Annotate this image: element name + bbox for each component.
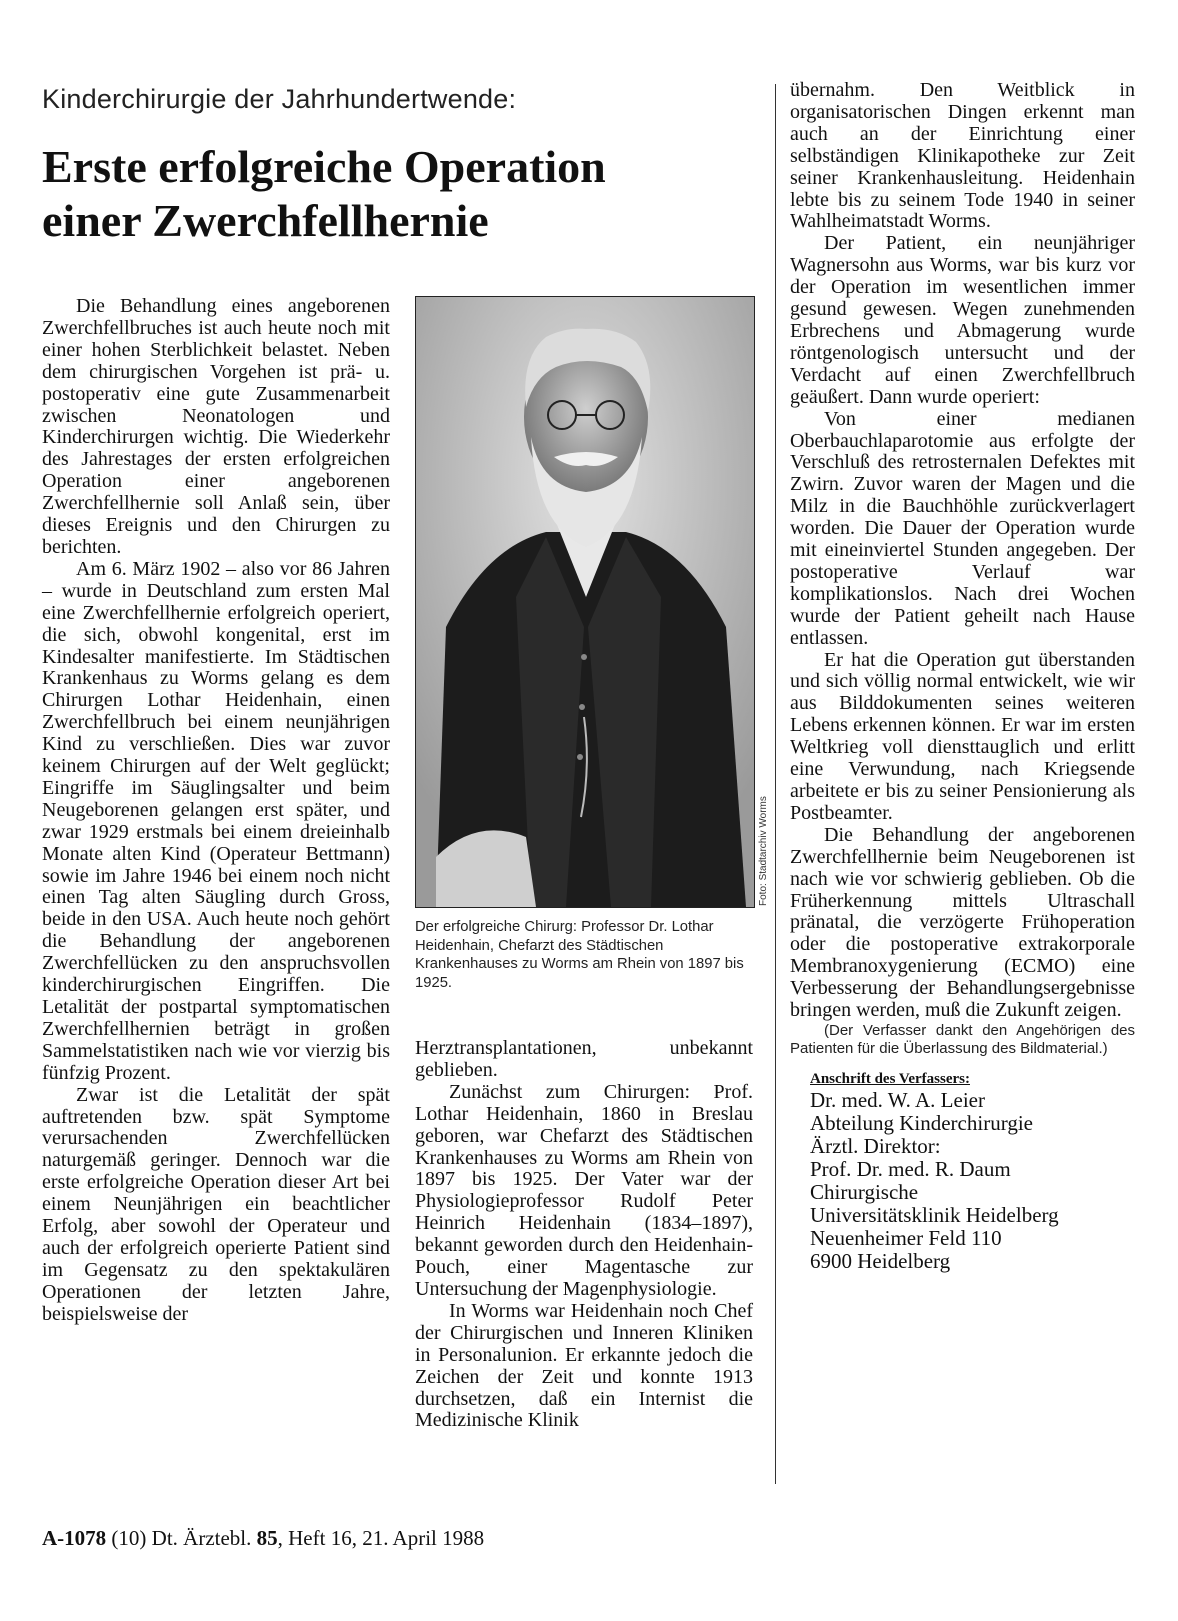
- page-number: A-1078: [42, 1526, 107, 1550]
- photo-credit: Foto: Stadtarchiv Worms: [758, 796, 769, 906]
- address-label: Anschrift des Verfassers:: [810, 1070, 970, 1087]
- paragraph: Zunächst zum Chirurgen: Prof. Lothar Heidenhain, 1860 in Breslau geboren, war Chefarzt des Städtischen Krankenhauses zu Worms am Rhein von 1897 bis 1925. Der Vater war der Physiologieprofessor Rudolf Peter Heinrich Heidenhain (1834–1897), bekannt geworden durch den Heidenhain-Pouch, einer Magentasche zur Untersuchung der Magenphysiologie.: [415, 1080, 753, 1300]
- portrait-photo: [415, 296, 755, 908]
- column-3: [790, 80, 1135, 1273]
- paragraph: Die Behandlung eines angeborenen Zwerchfellbruches ist auch heute noch mit einer hohen Sterblichkeit belastet. Neben dem chirurgischen Vorgehen ist prä- u. postoperativ eine gute Zusammenarbeit zwischen Neonatologen und Kinderchirurgen wichtig. Die Wiederkehr des Jahrestages der ersten erfolgreichen Operation einer angeborenen Zwerchfellhernie soll Anlaß sein, über dieses Ereignis und den Chirurgen zu berichten.: [42, 295, 390, 558]
- author-address: [790, 1069, 1135, 1273]
- page-footer: [42, 1526, 484, 1551]
- address-line: Abteilung Kinderchirurgie: [810, 1110, 1033, 1135]
- column-rule: [775, 84, 776, 1484]
- address-line: Chirurgische: [810, 1179, 919, 1204]
- paragraph: Am 6. März 1902 – also vor 86 Jahren – wurde in Deutschland zum ersten Mal eine Zwerchfellhernie erfolgreich operiert, die sich, obwohl kongenital, erst im Kindesalter manifestierte. Im Städtischen Krankenhaus zu Worms gelang es dem Chirurgen Lothar Heidenhain, einen Zwerchfellbruch bei einem neunjährigen Kind zu verschließen. Dies war zuvor keinem Chirurgen auf der Welt geglückt; Eingriffe im Säuglingsalter und beim Neugeborenen gelangen erst später, und zwar 1929 erstmals bei einem dreieinhalb Monate alten Kind (Operateur Bettmann) sowie im Jahre 1946 bei einem noch nicht einen Tag alten Säugling durch Gross, beide in den USA. Auch heute noch gehört die Behandlung der angeborenen Zwerchfellücken zu den anspruchsvollen kinderchirurgischen Eingriffen. Die Letalität der postpartal symptomatischen Zwerchfellhernien beträgt in großen Sammelstatistiken nach wie vor vierzig bis fünfzig Prozent.: [42, 557, 390, 1084]
- paragraph: Der Patient, ein neunjähriger Wagnersohn aus Worms, war bis kurz vor der Operation im wesentlichen immer gesund gewesen. Wegen zunehmenden Erbrechens und Abmagerung wurde röntgenologisch untersucht und der Verdacht auf einen Zwerchfellbruch geäußert. Dann wurde operiert:: [790, 232, 1135, 408]
- footer-issue-date: , Heft 16, 21. April 1988: [277, 1526, 485, 1550]
- column-2: [415, 1038, 753, 1432]
- footer-journal: (10) Dt. Ärztebl.: [111, 1526, 252, 1550]
- paragraph: Zwar ist die Letalität der spät auftretenden bzw. spät Symptome verursachenden Zwerchfellücken naturgemäß geringer. Dennoch war die erste erfolgreiche Operation dieser Art bei einem Neunjährigen ein beachtlicher Erfolg, aber sowohl der Operateur und auch der erfolgreich operierte Patient sind im Gegensatz zu den spektakulären Operationen der letzten Jahre, beispielsweise der: [42, 1083, 390, 1325]
- acknowledgement: (Der Verfasser dankt den Angehörigen des Patienten für die Überlassung des Bildmaterial.): [790, 1021, 1135, 1058]
- headline-line-2: einer Zwerchfellhernie: [42, 195, 489, 246]
- paragraph: Er hat die Operation gut überstanden und sich völlig normal entwickelt, wie wir aus Bilddokumenten seines weiteren Lebens erkennen können. Er war im ersten Weltkrieg voll diensttauglich und erlitt eine Verwundung, nach Kriegsende arbeitete er bis zu seiner Pensionierung als Postbeamter.: [790, 648, 1135, 824]
- paragraph: Die Behandlung der angeborenen Zwerchfellhernie beim Neugeborenen ist nach wie vor schwierig geblieben. Ob die Früherkennung mittels Ultraschall pränatal, die verzögerte Frühoperation oder die postoperative extrakorporale Membranoxygenierung (ECMO) eine Verbesserung der Behandlungsergebnisse bringen werden, muß die Zukunft zeigen.: [790, 823, 1135, 1022]
- headline: [42, 140, 762, 248]
- photo-caption: Der erfolgreiche Chirurg: Professor Dr. Lothar Heidenhain, Chefarzt des Städtischen Krankenhauses zu Worms am Rhein von 1897 bis 1925.: [415, 919, 744, 991]
- paragraph: Herztransplantationen, unbekannt geblieben.: [415, 1037, 753, 1081]
- footer-volume: 85: [256, 1526, 278, 1550]
- column-1: [42, 296, 390, 1326]
- address-line: Neuenheimer Feld 110: [810, 1225, 1002, 1250]
- portrait-illustration: [416, 297, 754, 907]
- address-line: Dr. med. W. A. Leier: [810, 1087, 985, 1112]
- paragraph: In Worms war Heidenhain noch Chef der Chirurgischen und Inneren Kliniken in Personalunion. Er erkannte jedoch die Zeichen der Zeit und konnte 1913 durchsetzen, daß ein Internist die Medizinische Klinik: [415, 1299, 753, 1432]
- address-line: Universitätsklinik Heidelberg: [810, 1202, 1059, 1227]
- paragraph: übernahm. Den Weitblick in organisatorischen Dingen erkennt man auch an der Einrichtung einer selbständigen Klinikapotheke zur Zeit seiner Krankenhausleitung. Heidenhain lebte bis zu seinem Tode 1940 in seiner Wahlheimatstadt Worms.: [790, 79, 1135, 233]
- headline-line-1: Erste erfolgreiche Operation: [42, 141, 606, 192]
- address-line: 6900 Heidelberg: [810, 1248, 951, 1273]
- paragraph: Von einer medianen Oberbauchlaparotomie aus erfolgte der Verschluß des retrosternalen Defektes mit Zwirn. Zuvor waren der Magen und die Milz in die Bauchhöhle zurückverlagert worden. Die Dauer der Operation wurde mit eineinviertel Stunden angegeben. Der postoperative Verlauf war komplikationslos. Nach drei Wochen wurde der Patient geheilt nach Hause entlassen.: [790, 407, 1135, 649]
- kicker: Kinderchirurgie der Jahrhundertwende:: [42, 84, 517, 114]
- address-line: Ärztl. Direktor:: [810, 1133, 941, 1158]
- address-line: Prof. Dr. med. R. Daum: [810, 1156, 1011, 1181]
